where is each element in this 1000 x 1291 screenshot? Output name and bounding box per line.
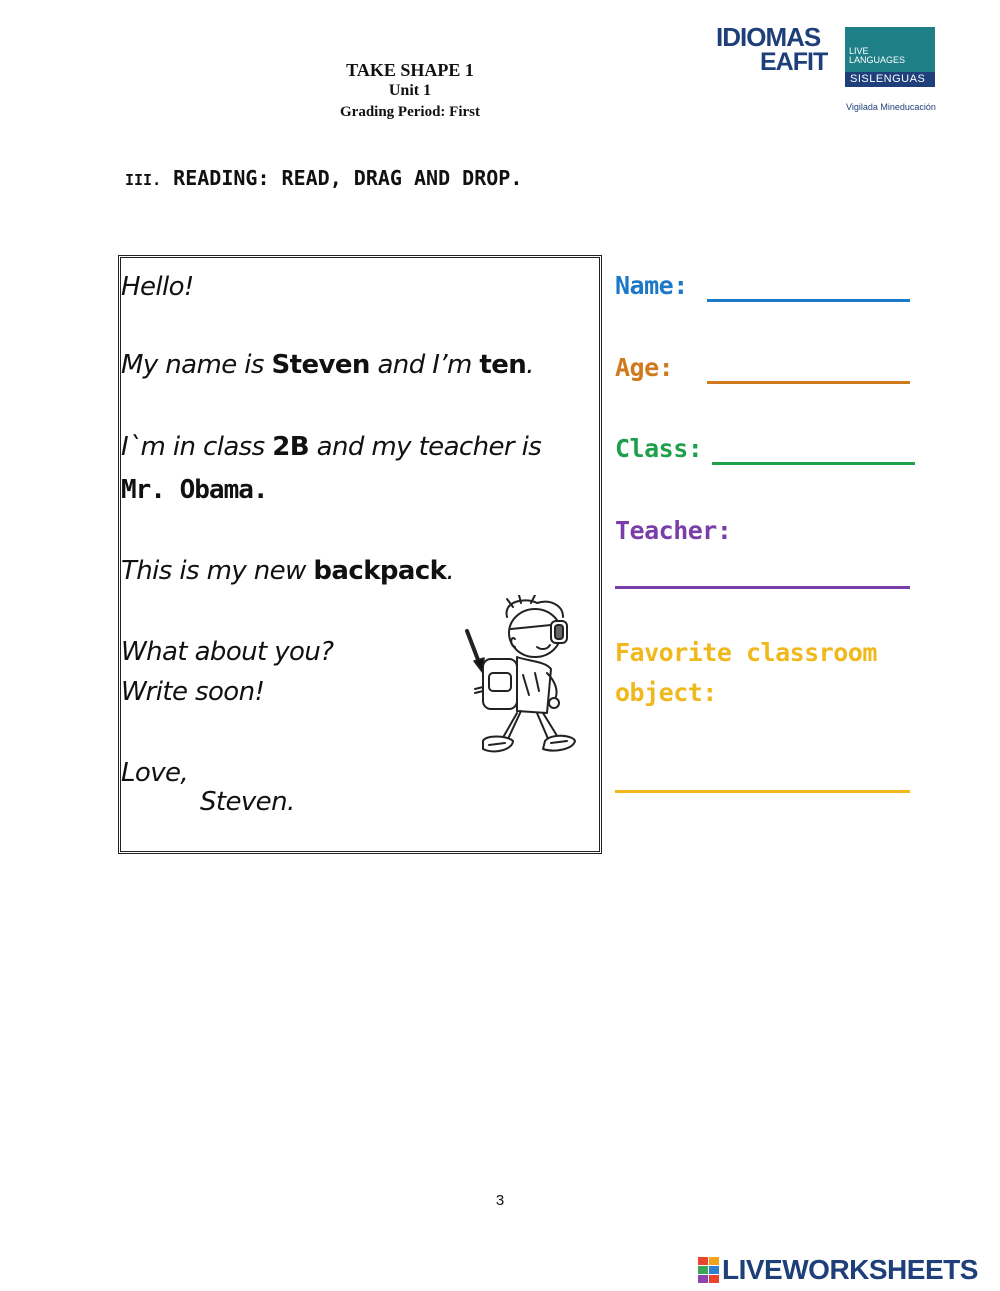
draggable-class[interactable]: 2B <box>272 432 309 462</box>
worksheet-title: TAKE SHAPE 1 <box>346 60 474 80</box>
name-drop-zone[interactable] <box>707 299 910 302</box>
teacher-label: Teacher: <box>615 516 732 545</box>
favorite-object-label: Favorite classroom <box>615 638 877 667</box>
unit-label: Unit 1 <box>388 82 432 99</box>
logo-sislenguas: SISLENGUAS <box>850 73 926 85</box>
section-numeral: III. <box>125 171 162 189</box>
liveworksheets-brand[interactable]: LIVEWORKSHEETS <box>722 1254 978 1285</box>
draggable-backpack[interactable]: backpack <box>313 556 447 586</box>
letter-signature: Steven. <box>200 787 295 817</box>
section-heading <box>125 166 522 190</box>
favorite-object-label-2: object: <box>615 678 717 707</box>
letter-name-line: My name is Steven and I’m ten. <box>121 350 534 380</box>
liveworksheets-logo-icon <box>698 1257 720 1283</box>
logo-eafit-text: EAFIT <box>760 48 828 76</box>
page-number: 3 <box>495 1192 505 1209</box>
draggable-teacher[interactable]: Mr. Obama. <box>121 475 268 505</box>
letter-class-line: I`m in class 2B and my teacher is <box>121 432 542 462</box>
logo-tagline: Vigilada Mineducación <box>846 102 936 112</box>
letter-write-soon: Write soon! <box>121 677 265 707</box>
letter-backpack-line: This is my new backpack. <box>121 556 455 586</box>
class-drop-zone[interactable] <box>712 462 915 465</box>
grading-period: Grading Period: First <box>340 104 480 120</box>
age-label: Age: <box>615 353 674 382</box>
logo-live-languages: LIVE LANGUAGES <box>849 46 906 65</box>
name-label: Name: <box>615 271 688 300</box>
logo-idiomas-text: IDIOMAS <box>716 22 821 52</box>
teacher-drop-zone[interactable] <box>615 586 910 589</box>
boy-backpack-illustration <box>455 595 580 775</box>
section-title: READING: READ, DRAG AND DROP. <box>173 166 523 190</box>
letter-what-about-you: What about you? <box>121 637 334 667</box>
draggable-name[interactable]: Steven <box>271 350 370 380</box>
favorite-object-drop-zone[interactable] <box>615 790 910 793</box>
draggable-age[interactable]: ten <box>479 350 527 380</box>
letter-greeting: Hello! <box>121 272 194 302</box>
letter-love: Love, <box>121 758 189 788</box>
class-label: Class: <box>615 434 703 463</box>
age-drop-zone[interactable] <box>707 381 910 384</box>
